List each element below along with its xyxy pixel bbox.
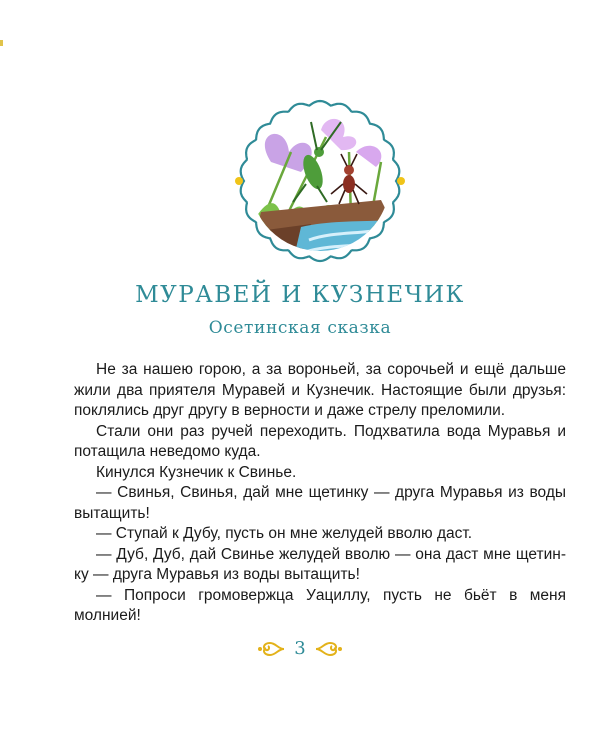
page-number: 3 (294, 638, 306, 659)
story-title: МУРАВЕЙ И КУЗНЕЧИК (135, 282, 465, 308)
story-paragraph: Стали они раз ручей переходить. Подхватила вода Муравья и потащила неведомо куда. (74, 422, 566, 460)
scroll-ornament-left-icon (256, 639, 286, 659)
story-text (74, 360, 566, 627)
page-folio (0, 638, 600, 664)
story-paragraph: — Ступай к Дубу, пусть он мне желудей вволю даст. (96, 525, 473, 542)
story-paragraph: — Дуб, Дуб, дай Свинье желудей вволю — она даст мне щетинку — друга Муравья из воды вытащить! (74, 545, 566, 583)
story-subtitle: Осетинская сказка (208, 318, 392, 338)
story-paragraph: Кинулся Кузнечик к Свинье. (96, 463, 297, 481)
story-paragraph: Не за нашею горою, а за вороньей, за сорочьей и ещё дальше жили два приятеля Муравей и Кузнечик. Настоящие были друзья: поклялись друг другу в верности и даже стрелу преломили. (74, 361, 566, 419)
story-paragraph: — Свинья, Свинья, дай мне щетинку — друга Муравья из воды вытащить! (74, 484, 566, 522)
scroll-ornament-right-icon (314, 639, 344, 659)
story-paragraph: — Попроси громовержца Уациллу, пусть не бьёт в меня молнией! (74, 586, 566, 624)
ant-and-grasshopper-icon (231, 92, 409, 270)
page-edge-mark (0, 40, 3, 46)
